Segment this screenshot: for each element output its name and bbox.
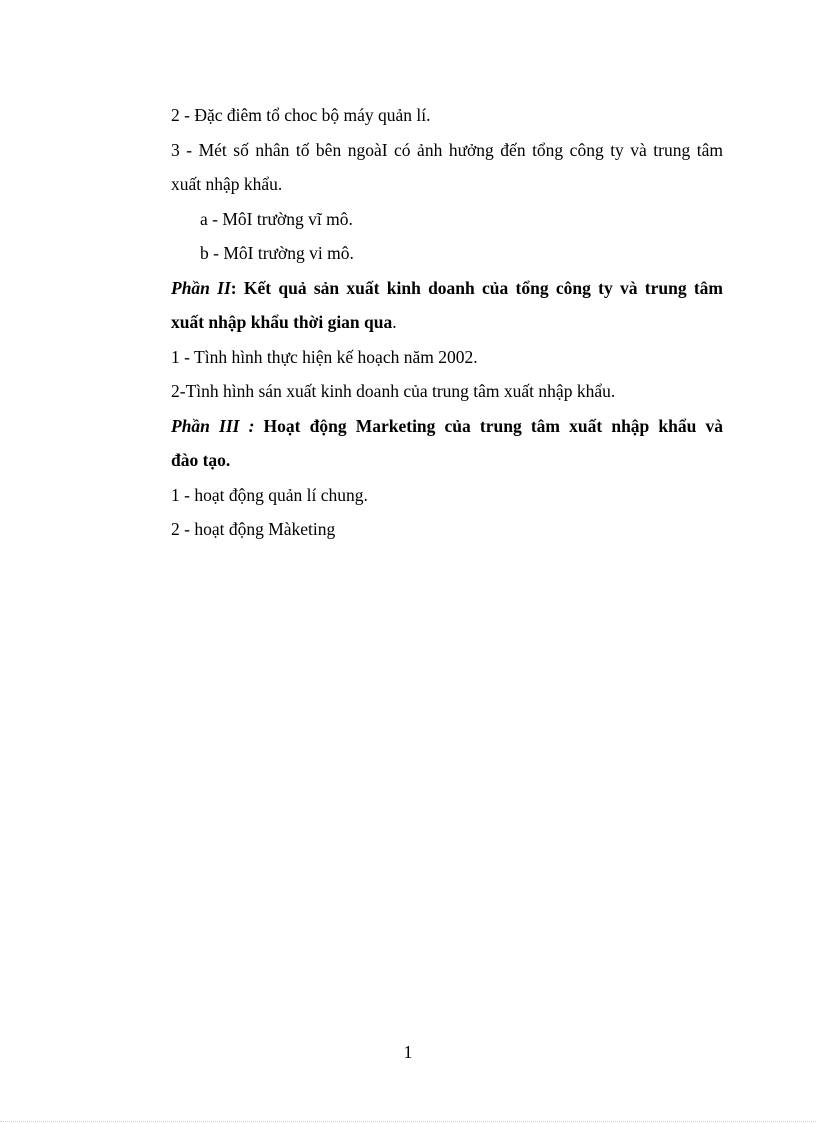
list-item: 1 - hoạt động quản lí chung. bbox=[171, 484, 368, 505]
sub-list-item: b - MôI trường vi mô. bbox=[200, 243, 354, 263]
section-heading-part-3 bbox=[171, 409, 723, 444]
part-label: Phần II bbox=[171, 277, 231, 298]
list-item: 3 - Mét số nhân tố bên ngoàI có ảnh hưởng đến tổng công ty và trung tâm bbox=[171, 139, 723, 160]
list-item: 2 - hoạt động Màketing bbox=[171, 519, 336, 539]
section-title: xuất nhập khẩu thời gian qua bbox=[171, 312, 393, 332]
sub-list-item: a - MôI trường vĩ mô. bbox=[200, 208, 353, 229]
page-bottom-divider bbox=[0, 1121, 816, 1122]
list-item: 1 - Tình hình thực hiện kế hoạch năm 2002. bbox=[171, 346, 478, 367]
section-heading-part-3-continuation: đào tạo. bbox=[171, 450, 231, 470]
part-label: Phần III : bbox=[171, 415, 255, 436]
section-heading-part-2 bbox=[171, 271, 723, 306]
document-body bbox=[171, 98, 723, 547]
section-title-end: . bbox=[392, 312, 397, 332]
section-title: Hoạt động Marketing của trung tâm xuất nhập khẩu và bbox=[254, 415, 723, 436]
section-title: : Kết quả sản xuất kinh doanh của tổng công ty và trung tâm bbox=[230, 277, 723, 298]
list-item-continuation: xuất nhập khẩu. bbox=[171, 174, 283, 194]
page-number: 1 bbox=[403, 1042, 413, 1062]
list-item: 2-Tình hình sán xuất kinh doanh của trung tâm xuất nhập khẩu. bbox=[171, 381, 616, 401]
list-item: 2 - Đặc điêm tổ choc bộ máy quản lí. bbox=[171, 105, 431, 125]
section-heading-part-2-continuation bbox=[171, 305, 723, 340]
